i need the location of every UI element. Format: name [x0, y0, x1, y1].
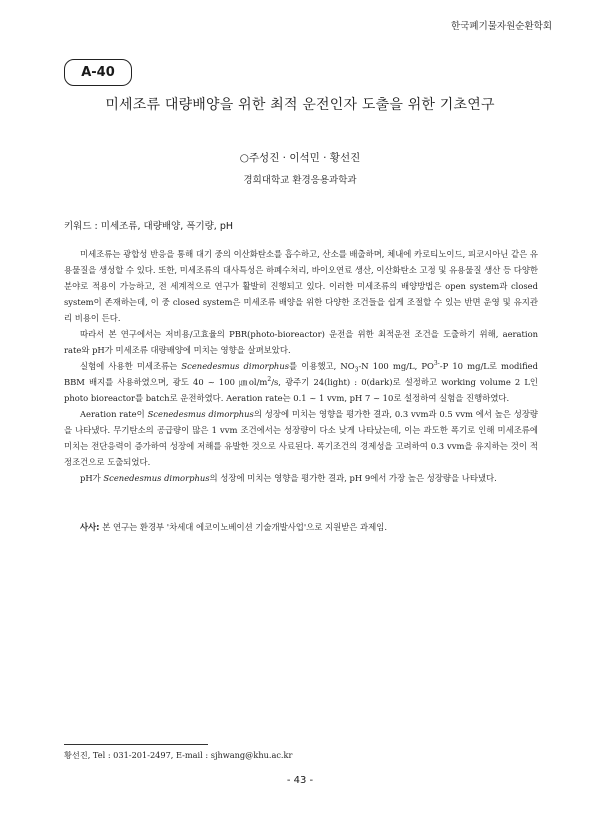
- text-span: pH가: [80, 473, 104, 483]
- abstract-body: [64, 246, 538, 486]
- paragraph-methods: [64, 358, 538, 406]
- text-span: 를 이용했고, NO: [289, 361, 355, 371]
- paragraph-aeration-results: [64, 406, 538, 470]
- species-name: Scenedesmus dimorphus: [181, 361, 290, 371]
- paragraph-objective: 따라서 본 연구에서는 저비용/고효율의 PBR(photo-bioreactor) 운전을 위한 최적운전 조건을 도출하기 위해, aeration rate와 pH가 미세조류 대량배양에 미치는 영향을 살펴보았다.: [64, 329, 538, 355]
- subscript: 3: [354, 366, 359, 374]
- paragraph-ph-results: [64, 470, 538, 486]
- abstract-code-badge: A-40: [64, 59, 132, 86]
- journal-header: 한국폐기물자원순환학회: [451, 21, 552, 32]
- author-list: ○주성진 · 이석민 · 황선진: [239, 152, 361, 164]
- text-span: -P 10 mg/L로 modified BBM 배지를 사용하였으며, 광도 40 ~ 100 ㎛ol/m: [64, 361, 538, 387]
- text-span: 의 성장에 미치는 영향을 평가한 결과, 0.3 vvm과 0.5 vvm 에서 높은 성장량을 나타냈다. 무기탄소의 공급량이 많은 1 vvm 조건에서는 성장량이 다소 낮게 나타났는데, 이는 과도한 폭기로 인해 미세조류에 미치는 전단응력이 증가하여 성장에 저해를 유발한 것으로 사료된다. 폭기조건의 경제성을 고려하여 0.3 vvm을 유지하는 것이 적정조건으로 도출되었다.: [64, 409, 539, 467]
- acknowledgement: [64, 519, 538, 535]
- text-span: /s, 광주기 24(light) : 0(dark)로 설정하고 working volume 2 L인 photo bioreactor를 batch로 운전하였다. Aeration rate는 0.1 ~ 1 vvm, pH 7 ~ 10로 설정하여 실험을 진행하였다.: [64, 377, 538, 403]
- superscript: 3-: [433, 360, 440, 368]
- page-number: - 43 -: [286, 775, 314, 786]
- text-span: 의 성장에 미치는 영향을 평가한 결과, pH 9에서 가장 높은 성장량을 나타냈다.: [209, 473, 497, 483]
- acknowledgement-text: 본 연구는 환경부 '차세대 에코이노베이션 기술개발사업'으로 지원받은 과제임.: [99, 522, 387, 532]
- affiliation: 경희대학교 환경응용과학과: [243, 175, 357, 186]
- acknowledgement-label: 사사:: [80, 522, 100, 532]
- paper-title: 미세조류 대량배양을 위한 최적 운전인자 도출을 위한 기초연구: [105, 97, 495, 113]
- text-span: -N 100 mg/L, PO: [358, 361, 434, 371]
- keywords: 키워드 : 미세조류, 대량배양, 폭기량, pH: [64, 221, 234, 232]
- footnote-divider: [64, 744, 208, 745]
- paragraph-intro: 미세조류는 광합성 반응을 통해 대기 중의 이산화탄소를 흡수하고, 산소를 배출하며, 체내에 카로티노이드, 피코시아닌 같은 유용물질을 생성할 수 있다. 또한, 미세조류의 대사특성은 하폐수처리, 바이오연료 생산, 이산화탄소 고정 및 유용물질 생산 등 다양한 분야로 적용이 가능하고, 전 세계적으로 연구가 활발히 진행되고 있다. 이러한 미세조류의 배양방법은 open system과 closed system이 존재하는데, 이 중 closed system은 미세조류 배양을 위한 다양한 조건들을 쉽게 조절할 수 있는 반면 운영 및 유지관리 비용이 든다.: [64, 249, 538, 323]
- species-name: Scenedesmus dimorphus: [103, 473, 210, 483]
- species-name: Scenedesmus dimorphus: [147, 409, 254, 419]
- superscript: 2: [267, 376, 272, 384]
- text-span: Aeration rate이: [80, 409, 148, 419]
- corresponding-author-footnote: 황선진, Tel : 031-201-2497, E-mail : sjhwang@khu.ac.kr: [64, 750, 293, 760]
- text-span: 실험에 사용한 미세조류는: [80, 361, 182, 371]
